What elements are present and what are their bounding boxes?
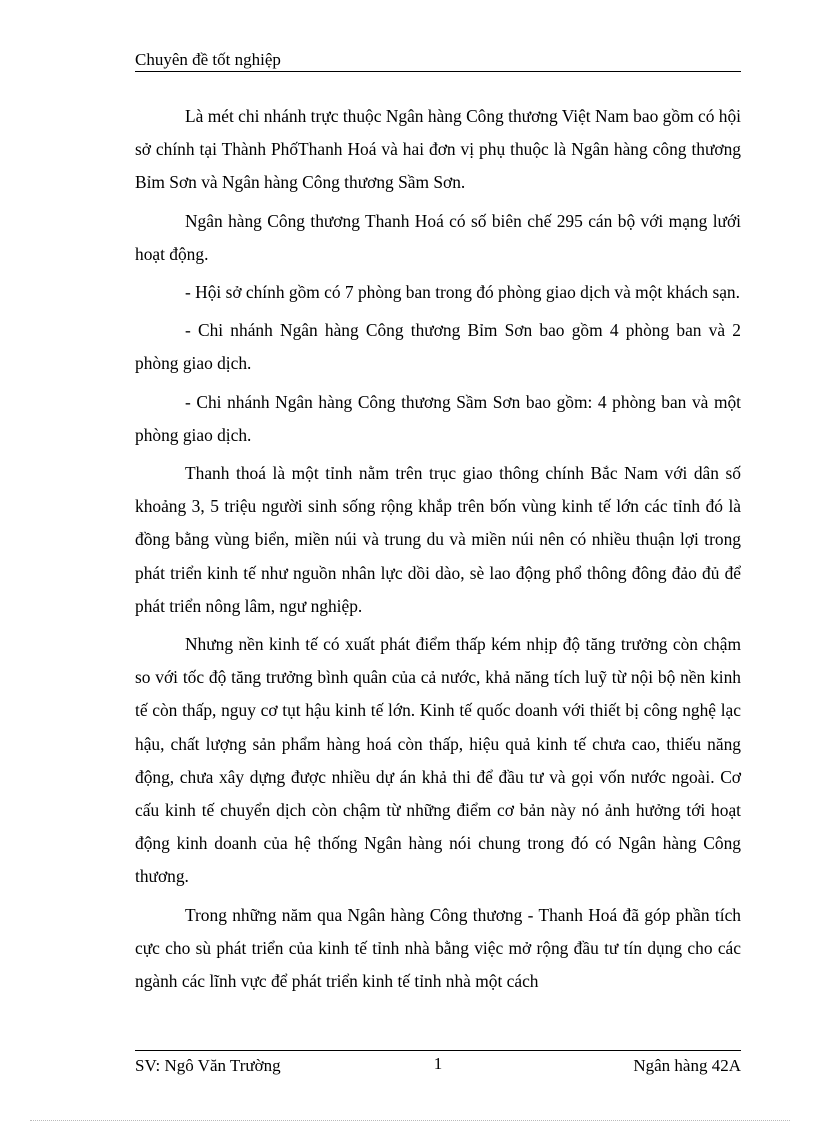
- page-footer: [135, 1054, 741, 1078]
- paragraph: - Chi nhánh Ngân hàng Công thương Bỉm Sơn bao gồm 4 phòng ban và 2 phòng giao dịch.: [135, 320, 741, 374]
- paragraph: Ngân hàng Công thương Thanh Hoá có số biên chế 295 cán bộ với mạng lưới hoạt động.: [135, 210, 741, 264]
- header-title: Chuyên đề tốt nghiệp: [135, 50, 281, 69]
- footer-rule: [135, 1050, 741, 1051]
- footer-student: SV: Ngô Văn Trường: [135, 1056, 281, 1075]
- paragraph: Là mét chi nhánh trực thuộc Ngân hàng Công thương Việt Nam bao gồm có hội sở chính tại Thành PhốThanh Hoá và hai đơn vị phụ thuộc là Ngân hàng công thương Bỉm Sơn và Ngân hàng Công thương Sầm Sơn.: [135, 106, 741, 193]
- page-header: [135, 50, 741, 72]
- paragraph: Nhưng nền kinh tế có xuất phát điểm thấp kém nhịp độ tăng trưởng còn chậm so với tốc độ tăng trưởng bình quân của cả nước, khả năng tích luỹ từ nội bộ nền kinh tế còn thấp, nguy cơ tụt hậu kinh tế lớn. Kinh tế quốc doanh với thiết bị công nghệ lạc hậu, chất lượng sản phẩm hàng hoá còn thấp, hiệu quả kinh tế chưa cao, thiếu năng động, chưa xây dựng được nhiều dự án khả thi để đầu tư và gọi vốn nước ngoài. Cơ cấu kinh tế chuyển dịch còn chậm từ những điểm cơ bản này nó ảnh hưởng tới hoạt động kinh doanh của hệ thống Ngân hàng nói chung trong đó có Ngân hàng Công thương.: [135, 634, 741, 887]
- page-number: 1: [433, 1054, 443, 1073]
- paragraph: - Chi nhánh Ngân hàng Công thương Sầm Sơn bao gồm: 4 phòng ban và một phòng giao dịch.: [135, 391, 741, 445]
- page-edge-divider: [30, 1120, 790, 1121]
- paragraph: Thanh thoá là một tỉnh nằm trên trục giao thông chính Bắc Nam với dân số khoảng 3, 5 triệu người sinh sống rộng khắp trên bốn vùng kinh tế lớn các tỉnh đó là đồng bằng vùng biển, miền núi và trung du và miền núi nên có nhiều thuận lợi trong phát triển kinh tế như nguồn nhân lực dồi dào, sè lao động phổ thông đông đảo đủ để phát triển nông lâm, ngư nghiệp.: [135, 463, 741, 616]
- document-body: [135, 100, 741, 998]
- footer-class: Ngân hàng 42A: [633, 1056, 741, 1075]
- paragraph: - Hội sở chính gồm có 7 phòng ban trong đó phòng giao dịch và một khách sạn.: [185, 282, 740, 303]
- paragraph: Trong những năm qua Ngân hàng Công thương - Thanh Hoá đã góp phần tích cực cho sù phát triển của kinh tế tỉnh nhà bằng việc mở rộng đầu tư tín dụng cho các ngành các lĩnh vực để phát triển kinh tế tỉnh nhà một cách: [135, 904, 741, 992]
